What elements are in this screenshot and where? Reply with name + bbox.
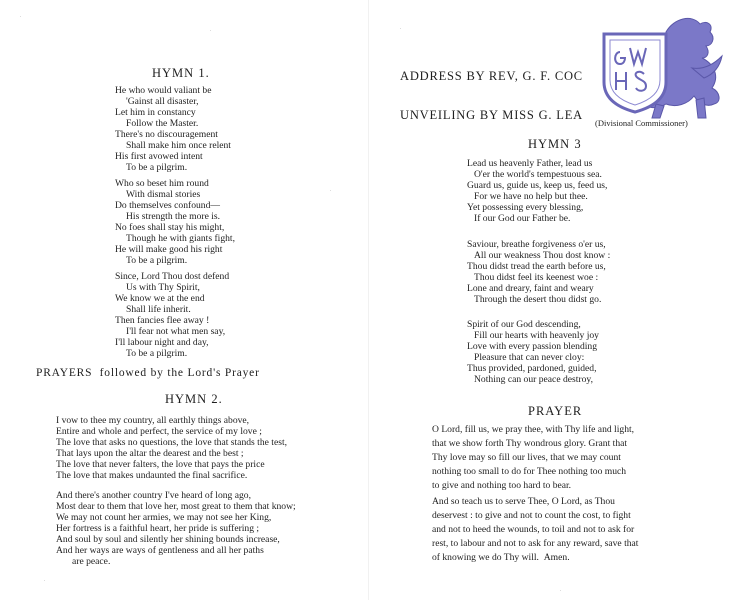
- prayer-line: to give and nothing too hard to bear.: [432, 480, 572, 491]
- verse-line: All our weakness Thou dost know :: [474, 250, 611, 261]
- verse-line: Entire and whole and perfect, the service of my love ;: [56, 426, 262, 437]
- verse-line: There's no discouragement: [115, 129, 218, 140]
- verse-line: And soul by soul and silently her shining bounds increase,: [56, 534, 280, 545]
- verse-line: To be a pilgrim.: [126, 162, 188, 173]
- verse-line: Lead us heavenly Father, lead us: [467, 158, 593, 169]
- prayer-line: Thy love may so fill our lives, that we may count: [432, 452, 621, 463]
- verse-line: Most dear to them that love her, most great to them that know;: [56, 501, 296, 512]
- prayer-title: PRAYER: [528, 404, 583, 418]
- hymn3-title: HYMN 3: [528, 137, 582, 151]
- verse-line: are peace.: [72, 556, 111, 567]
- gwhs-logo: [596, 12, 726, 122]
- hymn2-title: HYMN 2.: [165, 392, 223, 406]
- verse-line: Us with Thy Spirit,: [126, 282, 200, 293]
- verse-line: Thou didst tread the earth before us,: [467, 261, 606, 272]
- verse-line: His strength the more is.: [126, 211, 221, 222]
- verse-line: He will make good his right: [115, 244, 223, 255]
- page-fold: [368, 0, 369, 600]
- verse-line: Let him in constancy: [115, 107, 196, 118]
- verse-line: Who so beset him round: [115, 178, 209, 189]
- verse-line: Thou didst feel its keenest woe :: [474, 272, 599, 283]
- prayer-line: O Lord, fill us, we pray thee, with Thy life and light,: [432, 424, 635, 435]
- verse-line: Since, Lord Thou dost defend: [115, 271, 230, 282]
- prayer-line: nothing too small to do for Thee nothing too much: [432, 466, 627, 477]
- verse-line: Her fortress is a faithful heart, her pride is suffering ;: [56, 523, 260, 534]
- verse-line: We may not count her armies, we may not see her King,: [56, 512, 272, 523]
- verse-line: Thus provided, pardoned, guided,: [467, 363, 597, 374]
- prayer-line: and not to heed the wounds, to toil and not to ask for: [432, 524, 635, 535]
- verse-line: Yet possessing every blessing,: [467, 202, 584, 213]
- verse-line: Spirit of our God descending,: [467, 319, 581, 330]
- verse-line: O'er the world's tempestuous sea.: [474, 169, 602, 180]
- verse-line: I'll labour night and day,: [115, 337, 209, 348]
- verse-line: The love that never falters, the love that pays the price: [56, 459, 265, 470]
- verse-line: Shall life inherit.: [126, 304, 191, 315]
- prayer-line: rest, to labour and not to ask for any reward, save that: [432, 538, 639, 549]
- prayers-heading: PRAYERS followed by the Lord's Prayer: [36, 367, 260, 379]
- verse-line: Do themselves confound—: [115, 200, 220, 211]
- verse-line: Through the desert thou didst go.: [474, 294, 602, 305]
- verse-line: If our God our Father be.: [474, 213, 571, 224]
- verse-line: Love with every passion blending: [467, 341, 598, 352]
- verse-line: He who would valiant be: [115, 85, 212, 96]
- verse-line: 'Gainst all disaster,: [126, 96, 199, 107]
- verse-line: For we have no help but thee.: [474, 191, 588, 202]
- verse-line: Follow the Master.: [126, 118, 199, 129]
- prayer-line: And so teach us to serve Thee, O Lord, as Thou: [432, 496, 615, 507]
- verse-line: We know we at the end: [115, 293, 205, 304]
- commissioner-note: (Divisional Commissioner): [595, 118, 688, 128]
- prayer-line: that we show forth Thy wondrous glory. Grant that: [432, 438, 628, 449]
- left-page: [0, 0, 369, 600]
- verse-line: I vow to thee my country, all earthly things above,: [56, 415, 250, 426]
- verse-line: To be a pilgrim.: [126, 348, 188, 359]
- verse-line: Then fancies flee away !: [115, 315, 210, 326]
- verse-line: Lone and dreary, faint and weary: [467, 283, 594, 294]
- verse-line: Saviour, breathe forgiveness o'er us,: [467, 239, 606, 250]
- verse-line: Though he with giants fight,: [126, 233, 235, 244]
- unveiling-heading: UNVEILING BY MISS G. LEA: [400, 108, 583, 122]
- address-heading: ADDRESS BY REV, G. F. COC: [400, 69, 583, 83]
- verse-line: Guard us, guide us, keep us, feed us,: [467, 180, 608, 191]
- verse-line: Fill our hearts with heavenly joy: [474, 330, 599, 341]
- hymn1-title: HYMN 1.: [152, 66, 210, 80]
- verse-line: With dismal stories: [126, 189, 201, 200]
- verse-line: To be a pilgrim.: [126, 255, 188, 266]
- verse-line: The love that asks no questions, the love that stands the test,: [56, 437, 288, 448]
- verse-line: And there's another country I've heard of long ago,: [56, 490, 251, 501]
- prayer-line: of knowing we do Thy will. Amen.: [432, 552, 570, 563]
- verse-line: I'll fear not what men say,: [126, 326, 226, 337]
- verse-line: And her ways are ways of gentleness and all her paths: [56, 545, 264, 556]
- verse-line: Nothing can our peace destroy,: [474, 374, 593, 385]
- verse-line: His first avowed intent: [115, 151, 203, 162]
- verse-line: That lays upon the altar the dearest and the best ;: [56, 448, 244, 459]
- verse-line: Pleasure that can never cloy:: [474, 352, 585, 363]
- verse-line: No foes shall stay his might,: [115, 222, 225, 233]
- verse-line: The love that makes undaunted the final sacrifice.: [56, 470, 248, 481]
- prayer-line: deservest : to give and not to count the cost, to fight: [432, 510, 631, 521]
- verse-line: Shall make him once relent: [126, 140, 231, 151]
